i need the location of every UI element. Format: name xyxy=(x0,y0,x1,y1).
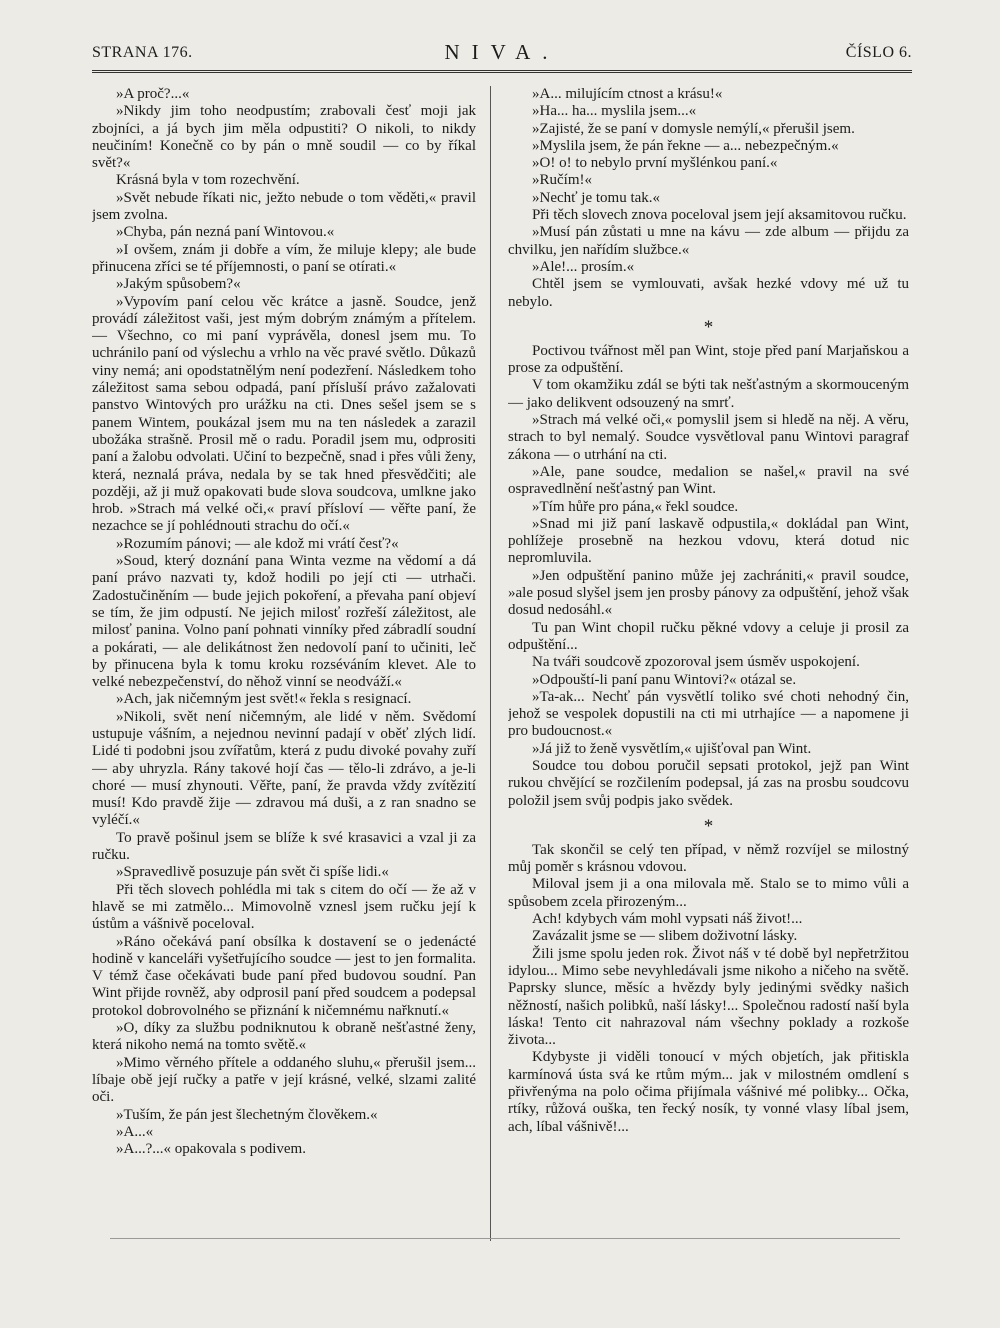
paragraph: »O! o! to nebylo první myšlénkou paní.« xyxy=(532,155,778,172)
paragraph: »Soud, který doznání pana Winta vezme na vědomí a dá paní právo nazvati ty, kdož hodili po její cti — utrhači. Zadostučiněním — bude jejich pokoření, a převaha paní objeví se tím, že jim odpustí. Ne jejich milosť rozřeší záležitost, ale milosť panina. Volno paní pohnati vinníky před zábradlí soudní a pokárati, — ale delikátnost žen nedovolí paní to učiniti, leč by přinucena byla k tomu kroku rozséváním klevet. Ale to velké nebezpečenství, do něhož vinní se neodváží.« xyxy=(92,553,476,691)
paragraph: »A proč?...« xyxy=(116,86,190,102)
paragraph: »A... milujícím ctnost a krásu!« xyxy=(532,86,723,102)
paragraph: »Ha... ha... myslila jsem...« xyxy=(532,103,697,120)
paragraph: »Ta-ak... Nechť pán vysvětlí toliko své choti nehodný čin, jehož se vespolek dopustili na cti mi utrhajíce — a napomene ji pro budoucnost.« xyxy=(508,688,909,740)
header-rule xyxy=(92,70,912,73)
paragraph: Soudce tou dobou poručil sepsati protokol, jejž pan Wint rukou chvějící se rozčilením podepsal, já zas na prosbu soudcovu položil jsem svůj podpis jako svědek. xyxy=(508,757,909,809)
paragraph: »Zajisté, že se paní v domysle nemýlí,« přerušil jsem. xyxy=(532,120,855,137)
paragraph: »Rozumím pánovi; — ale kdož mi vrátí česť?« xyxy=(116,535,399,552)
paragraph: Miloval jsem ji a ona milovala mě. Stalo se to mimo vůli a spůsobem zcela přirozeným... xyxy=(508,876,909,910)
paragraph: »A...« xyxy=(116,1123,154,1140)
paragraph: Zavázalit jsme se — slibem doživotní lásky. xyxy=(532,928,798,945)
paragraph: »Myslila jsem, že pán řekne — a... nebezpečným.« xyxy=(532,137,839,154)
paragraph: »I ovšem, znám ji dobře a vím, že miluje klepy; ale bude přinucena zříci se té příjemnosti, o paní se otírati.« xyxy=(92,241,476,275)
footer-rule xyxy=(110,1238,900,1239)
paragraph: »Vypovím paní celou věc krátce a jasně. Soudce, jenž provádí záležitost vaši, jest mým dobrým známým a přítelem. — Všechno, co mi paní vyprávěla, donesl jsem mu. To uchránilo paní od výslechu a vrhlo na věc pravé světlo. Důkazů viny nemá; ani opodstatnělým není podezření. Následkem toho záležitost sama sebou odpadá, paní přísluší právo zažalovati panstvo Wintových pro urážku na cti. Dnes sešel jsem se s panem Wintem, poukázal jsem mu na ten následek a zarazil ubožáka strašně. Prosil mě o radu. Poradil jsem mu, odprositi paní a žalobu odvolati. Učiní to bezpečně, snad i přes vůli ženy, která, neznalá práva, nedala by se tak hned přesvědčiti; ale později, až ji muž opakovati bude slova soudcova, umlkne jako hrob. »Strach má velké oči,« praví přísloví — věřte paní, že nezachce se jí pohlédnouti strachu do očí.« xyxy=(92,293,476,535)
paragraph: Při těch slovech pohlédla mi tak s citem do očí — že až v hlavě se mi zatmělo... Mimovolně vznesl jsem ručku její k ústům a vášnivě poceloval. xyxy=(92,881,476,933)
section-asterisk: * xyxy=(703,815,714,837)
paragraph: »Svět nebude říkati nic, ježto nebude o tom věděti,« pravil jsem zvolna. xyxy=(92,189,476,224)
paragraph: Tak skončil se celý ten případ, v němž rozvíjel se milostný můj poměr s krásnou vdovou. xyxy=(508,841,909,876)
paragraph: Při těch slovech znova poceloval jsem její aksamitovou ručku. xyxy=(532,207,907,224)
paragraph: Ach! kdybych vám mohl vypsati náš život!... xyxy=(532,911,803,928)
paragraph: V tom okamžiku zdál se býti tak nešťastným a skormouceným — jako delikvent odsouzený na smrť. xyxy=(508,377,909,411)
paragraph: »Nechť je tomu tak.« xyxy=(532,189,661,206)
right-column-part-c xyxy=(508,842,909,1136)
paragraph: »Ručím!« xyxy=(532,172,592,189)
paragraph: Chtěl jsem se vymlouvati, avšak hezké vdovy mé už tu nebylo. xyxy=(508,276,909,310)
section-asterisk: * xyxy=(703,316,714,338)
paragraph: »Chyba, pán nezná paní Wintovou.« xyxy=(116,224,335,241)
paragraph: »Nikoli, svět není ničemným, ale lidé v něm. Svědomí ustupuje vášním, a nejednou nevinní padají v oběť zlých lidí. Lidé ti podobni jsou zvířatům, která z pudu divoké povahy zuří — aby uhryzla. Rány takové hojí čas — tělo-li zdrávo, a je-li choré — musí zhynouti. Věřte, paní, že pravda vždy zvítězití musí! Kdo pravdě žije — zdravou má duši, a z ran snadno se vyléčí.« xyxy=(92,708,476,829)
paragraph: »Ráno očekává paní obsílka k dostavení se o jedenácté hodině v kanceláři vyšetřujícího soudce — jest to jen formalita. V témž čase očekávati bude paní před budovou soudní. Pan Wint přijde rovněž, aby odprosil paní před soudcem a podepsal protokol dobrovolného se přiznání k ničemnému nařknutí.« xyxy=(92,933,476,1019)
paragraph: »Ale!... prosím.« xyxy=(532,258,635,275)
right-column-part-b xyxy=(508,343,909,810)
paragraph: Krásná byla v tom rozechvění. xyxy=(116,172,300,189)
paragraph: Žili jsme spolu jeden rok. Život náš v té době byl nepřetržitou idylou... Mimo sebe nevyhledávali jsme nikoho a ničeho na světě. Paprsky slunce, měsíc a hvězdy byly jedinými svědky našich něžností, našich polibků, naší lásky!... Společnou radostí naší byla láska! Tento cit nahrazoval nám všechny poklady a rozkoše života... xyxy=(508,945,909,1049)
paragraph: »Snad mi již paní laskavě odpustila,« dokládal pan Wint, pohlížeje prosebně na hezkou vdovu, která dotud nic nepromluvila. xyxy=(508,515,909,567)
paragraph: »Jen odpuštění panino může jej zachrániti,« pravil soudce, »ale posud slyšel jsem jen prosby pánovy za odpuštění, jehož však dosud nedosáhl.« xyxy=(508,567,909,619)
paragraph: Kdybyste ji viděli tonoucí v mých objetích, jak přitiskla karmínová ústa svá ke rtům mým... jak v milostném omdlení s přivřenýma na polo očima přijímala vášnivé mé polibky... Očka, rtíky, růžová ouška, ten řecký nosík, ty vonné vlasy líbal jsem, ach, líbal vášnivě!... xyxy=(508,1049,909,1135)
paragraph: »O, díky za službu podniknutou k obraně nešťastné ženy, která nikoho nemá na tomto světě.« xyxy=(92,1020,476,1054)
paragraph: »Tuším, že pán jest šlechetným člověkem.« xyxy=(116,1106,378,1123)
page-header xyxy=(92,40,912,70)
paragraph: »Spravedlivě posuzuje pán svět či spíše lidi.« xyxy=(116,864,389,881)
journal-title: NIVA. xyxy=(444,40,560,64)
paragraph: »Ach, jak ničemným jest svět!« řekla s resignací. xyxy=(116,691,412,708)
paragraph: »A...?...« opakovala s podivem. xyxy=(116,1141,306,1158)
paragraph: »Odpouští-li paní panu Wintovi?« otázal se. xyxy=(532,671,797,688)
right-column-part-a xyxy=(508,86,909,311)
paragraph: »Jakým spůsobem?« xyxy=(116,276,241,293)
paragraph: »Musí pán zůstati u mne na kávu — zde album — přijdu za chvilku, jen nařídím službce.« xyxy=(508,224,909,258)
column-divider xyxy=(490,86,491,1241)
paragraph: »Nikdy jim toho neodpustím; zrabovali česť moji jak zbojníci, a já bych jim měla odpustiti? O nikoli, to nikdy neučiním! Konečně co by pán o mně soudil — co by říkal svět?« xyxy=(92,103,476,172)
paragraph: Tu pan Wint chopil ručku pěkné vdovy a celuje ji prosil za odpuštění... xyxy=(508,619,909,653)
left-column xyxy=(92,86,476,1246)
paragraph: To pravě pošinul jsem se blíže k své krasavici a vzal ji za ručku. xyxy=(92,829,476,864)
paragraph: »Já již to ženě vysvětlím,« ujišťoval pan Wint. xyxy=(532,740,812,757)
paragraph: »Mimo věrného přítele a oddaného sluhu,« přerušil jsem... líbaje obě její ručky a patře v její krásné, velké, slzami zalité oči. xyxy=(92,1054,476,1106)
right-column xyxy=(508,86,909,1246)
paragraph: »Strach má velké oči,« pomyslil jsem si hledě na něj. A věru, strach to byl nemalý. Soudce vysvětloval panu Wintovi paragraf zákona — o utrhání na cti. xyxy=(508,412,909,463)
paragraph: »Tím hůře pro pána,« řekl soudce. xyxy=(532,498,739,515)
paragraph: »Ale, pane soudce, medalion se našel,« pravil na své ospravedlnění nešťastný pan Wint. xyxy=(508,463,909,498)
paragraph: Na tváři soudcově zpozoroval jsem úsměv uspokojení. xyxy=(532,654,860,671)
issue-number: ČÍSLO 6. xyxy=(845,44,912,61)
paragraph: Poctivou tvářnost měl pan Wint, stoje před paní Marjaňskou a prose za odpuštění. xyxy=(508,342,909,377)
page-number: STRANA 176. xyxy=(92,44,193,61)
